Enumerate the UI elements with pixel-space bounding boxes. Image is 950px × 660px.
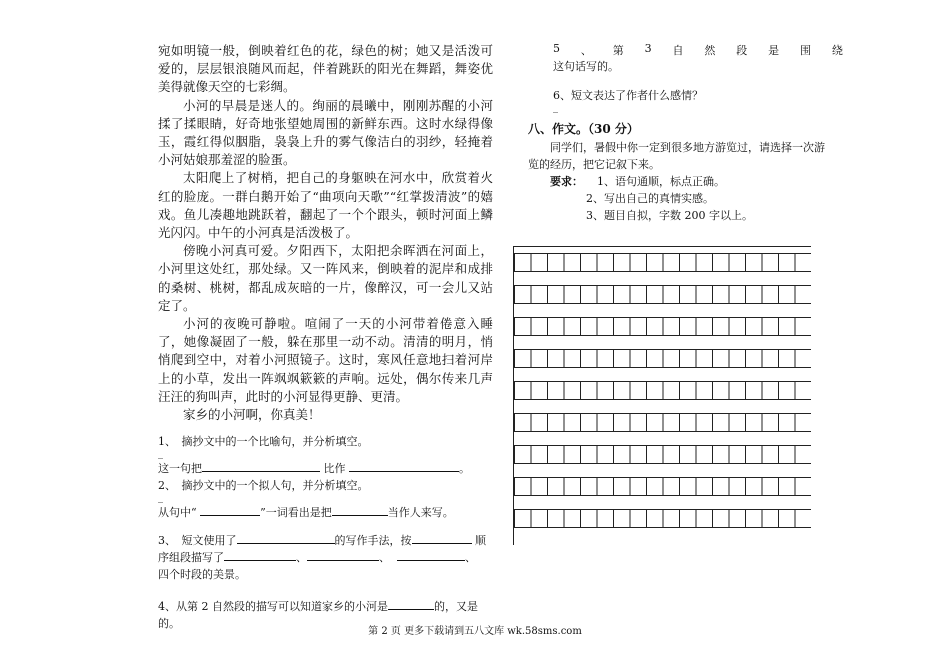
- composition-title: 八、作文。（30 分）: [528, 122, 639, 136]
- q5-char: 第: [612, 44, 624, 57]
- grid-row[interactable]: [514, 509, 811, 528]
- grid-row[interactable]: [514, 445, 811, 464]
- q5-char: 是: [768, 44, 780, 57]
- grid-row[interactable]: [514, 253, 811, 272]
- q3-blank-2[interactable]: [412, 532, 472, 544]
- q3-text-d: 序组段描写了: [158, 551, 224, 565]
- requirements-label: 要求：: [550, 175, 583, 188]
- q4-text-c: 的。: [158, 617, 180, 631]
- writing-grid[interactable]: [513, 246, 811, 545]
- grid-row[interactable]: [514, 285, 811, 304]
- right-column: [528, 42, 843, 224]
- q5-char: 5: [553, 42, 560, 55]
- q3-text-b: 的写作手法，按: [334, 534, 412, 548]
- q3-blank-3[interactable]: [224, 549, 296, 561]
- q3-blank-4[interactable]: [307, 549, 379, 561]
- question-2-fill: [158, 504, 493, 521]
- passage-paragraph-morning: 小河的早晨是迷人的。绚丽的晨曦中，刚刚苏醒的小河揉了揉眼睛，好奇地张望她周围的新鲜东西。这时水绿得像玉，霞红得似胭脂，袅袅上升的雾气像洁白的羽纱，轻掩着小河姑娘那羞涩的脸蛋。: [158, 97, 493, 168]
- q3-text-g: 、: [465, 551, 476, 565]
- q2-blank-2[interactable]: [332, 504, 388, 516]
- q1-blank-1[interactable]: [202, 460, 320, 472]
- q1-fill-text-b: 比作: [323, 462, 346, 476]
- question-1-fill: [158, 460, 493, 477]
- q4-text-a: 4、从第 2 自然段的描写可以知道家乡的小河是: [158, 600, 388, 614]
- q4-blank-1[interactable]: [388, 598, 434, 610]
- grid-row[interactable]: [514, 317, 811, 336]
- answer-dash: _: [158, 448, 163, 460]
- q3-blank-5[interactable]: [397, 549, 465, 561]
- grid-row[interactable]: [514, 477, 811, 496]
- composition-requirement-2: 2、写出自己的真情实感。: [586, 192, 714, 205]
- answer-dash: _: [158, 492, 163, 504]
- question-6: 6、短文表达了作者什么感情？: [553, 89, 703, 102]
- q5-char: 自: [672, 44, 684, 57]
- q2-fill-text-a: 从句中“: [158, 506, 197, 520]
- q5-char: 绕: [831, 44, 843, 57]
- requirement-1-text: 1、语句通顺，标点正确。: [597, 175, 725, 188]
- q3-blank-1[interactable]: [237, 532, 335, 544]
- q2-blank-1[interactable]: [200, 504, 260, 516]
- grid-row[interactable]: [514, 413, 811, 432]
- q1-fill-text-c: 。: [459, 462, 470, 476]
- passage-paragraph-end: 家乡的小河啊，你真美！: [183, 407, 321, 423]
- grid-row[interactable]: [514, 381, 811, 400]
- answer-dash: _: [553, 102, 558, 113]
- passage-paragraph-dusk: 傍晚小河真可爱。夕阳西下，太阳把余晖洒在河面上，小河里这处红，那处绿。又一阵风来，倒映着的泥岸和成排的桑树、桃树，都乱成灰暗的一片，像醉汉，可一会儿又站定了。: [158, 243, 493, 313]
- q3-text-a: 3、 短文使用了: [158, 534, 237, 548]
- question-1: 1、 摘抄文中的一个比喻句，并分析填空。: [158, 435, 369, 449]
- q3-text-c: 顺: [475, 534, 486, 548]
- q3-text-f: 、: [379, 551, 390, 565]
- composition-requirement-3: 3、题目自拟，字数 200 字以上。: [586, 209, 753, 222]
- reading-passage: [158, 42, 493, 424]
- q2-fill-text-b: ”一词看出是把: [260, 506, 332, 520]
- grid-row[interactable]: [514, 349, 811, 368]
- q2-fill-text-c: 当作人来写。: [387, 506, 454, 520]
- q5-char: 段: [736, 44, 748, 57]
- composition-requirement-1: [528, 173, 828, 190]
- q4-text-b: 的，又是: [434, 600, 478, 614]
- q3-text-e: 、: [296, 551, 307, 565]
- left-column: [158, 42, 493, 632]
- passage-paragraph-noon: 太阳爬上了树梢，把自己的身躯映在河水中，欣赏着火红的脸庞。一群白鹅开始了“曲项向天歌”“红掌拨清波”的嬉戏。鱼儿凑趣地跳跃着，翻起了一个个跟头，顿时河面上鳞光闪闪。中午的小河真是活泼极了。: [158, 170, 493, 241]
- q1-blank-2[interactable]: [349, 460, 459, 472]
- question-3: [158, 532, 493, 583]
- q1-fill-text-a: 这一句把: [158, 462, 202, 476]
- q5-char: 围: [800, 44, 811, 57]
- composition-prompt: 同学们，暑假中你一定到很多地方游览过，请选择一次游览的经历，把它记叙下来。: [528, 141, 825, 171]
- q5-char: 然: [704, 44, 716, 57]
- q5-char: 、: [580, 44, 592, 57]
- question-2: 2、 摘抄文中的一个拟人句，并分析填空。: [158, 479, 369, 493]
- q5-char: 3: [644, 42, 652, 55]
- question-5-line: [528, 42, 843, 58]
- q3-text-h: 四个时段的美景。: [158, 568, 246, 582]
- passage-paragraph-intro: 宛如明镜一般，倒映着红色的花，绿色的树；她又是活泼可爱的，层层银浪随风而起，伴着跳跃的阳光在舞蹈，舞姿优美得就像天空的七彩绸。: [158, 43, 493, 95]
- page-footer: 第 2 页 更多下载请到五八文库 wk.58sms.com: [368, 626, 582, 637]
- passage-paragraph-night: 小河的夜晚可静啦。喧闹了一天的小河带着倦意入睡了，她像凝固了一般，躲在那里一动不动。清清的明月，悄悄爬到空中，对着小河照镜子。这时，寒风任意地扫着河岸上的小草，发出一阵飒飒簌簌的声响。远处，偶尔传来几声汪汪的狗叫声，此时的小河显得更静、更清。: [158, 316, 493, 404]
- question-5-tail: 这句话写的。: [553, 60, 619, 73]
